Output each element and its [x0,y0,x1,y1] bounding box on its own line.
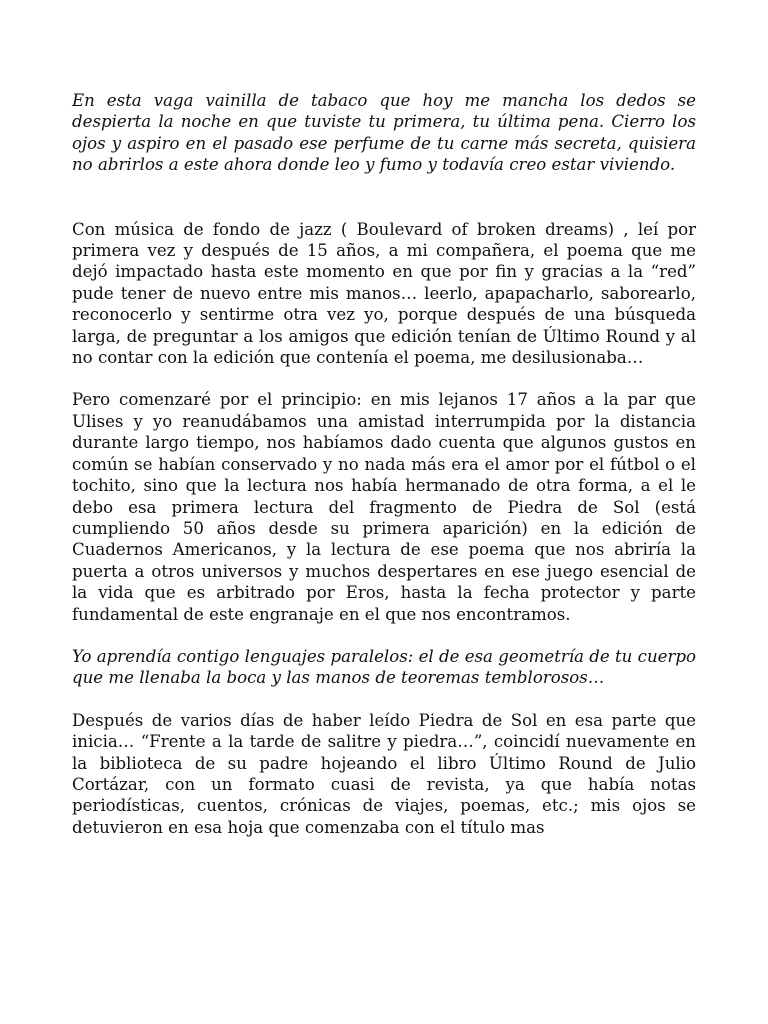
paragraph-piedra-de-sol: Después de varios días de haber leído Piedra de Sol en esa parte que inicia… “Frente a la tarde de salitre y piedra…”, coincidí nuevamente en la biblioteca de su padre hojeando el libro Último Round de Julio Cortázar, con un formato cuasi de revista, ya que había notas periodísticas, cuentos, crónicas de viajes, poemas, etc.; mis ojos se detuvieron en esa hoja que comenzaba con el título mas [72,710,696,837]
paragraph-tabaco-italic: En esta vaga vainilla de tabaco que hoy me mancha los dedos se despierta la noche en que tuviste tu primera, tu última pena. Cierro los ojos y aspiro en el pasado ese perfume de tu carne más secreta, quisiera no abrirlos a este ahora donde leo y fumo y todavía creo estar viviendo. [72,91,696,175]
paragraph-jazz: Con música de fondo de jazz ( Boulevard of broken dreams) , leí por primera vez y después de 15 años, a mi compañera, el poema que me dejó impactado hasta este momento en que por fin y gracias a la “red” pude tener de nuevo entre mis manos… leerlo, apapacharlo, saborearlo, reconocerlo y sentirme otra vez yo, porque después de una búsqueda larga, de preguntar a los amigos que edición tenían de Último Round y al no contar con la edición que contenía el poema, me desilusionaba… [72,219,696,368]
document-page [72,90,696,838]
paragraph-lenguajes-italic: Yo aprendía contigo lenguajes paralelos: el de esa geometría de tu cuerpo que me llenaba la boca y las manos de teoremas temblorosos… [72,646,696,688]
paragraph-principio: Pero comenzaré por el principio: en mis lejanos 17 años a la par que Ulises y yo reanudábamos una amistad interrumpida por la distancia durante largo tiempo, nos habíamos dado cuenta que algunos gustos en común se habían conservado y no nada más era el amor por el fútbol o el tochito, sino que la lectura nos había hermanado de otra forma, a el le debo esa primera lectura del fragmento de Piedra de Sol (está cumpliendo 50 años desde su primera aparición) en la edición de Cuadernos Americanos, y la lectura de ese poema que nos abriría la puerta a otros universos y muchos despertares en ese juego esencial de la vida que es arbitrado por Eros, hasta la fecha protector y parte fundamental de este engranaje en el que nos encontramos. [72,390,696,624]
